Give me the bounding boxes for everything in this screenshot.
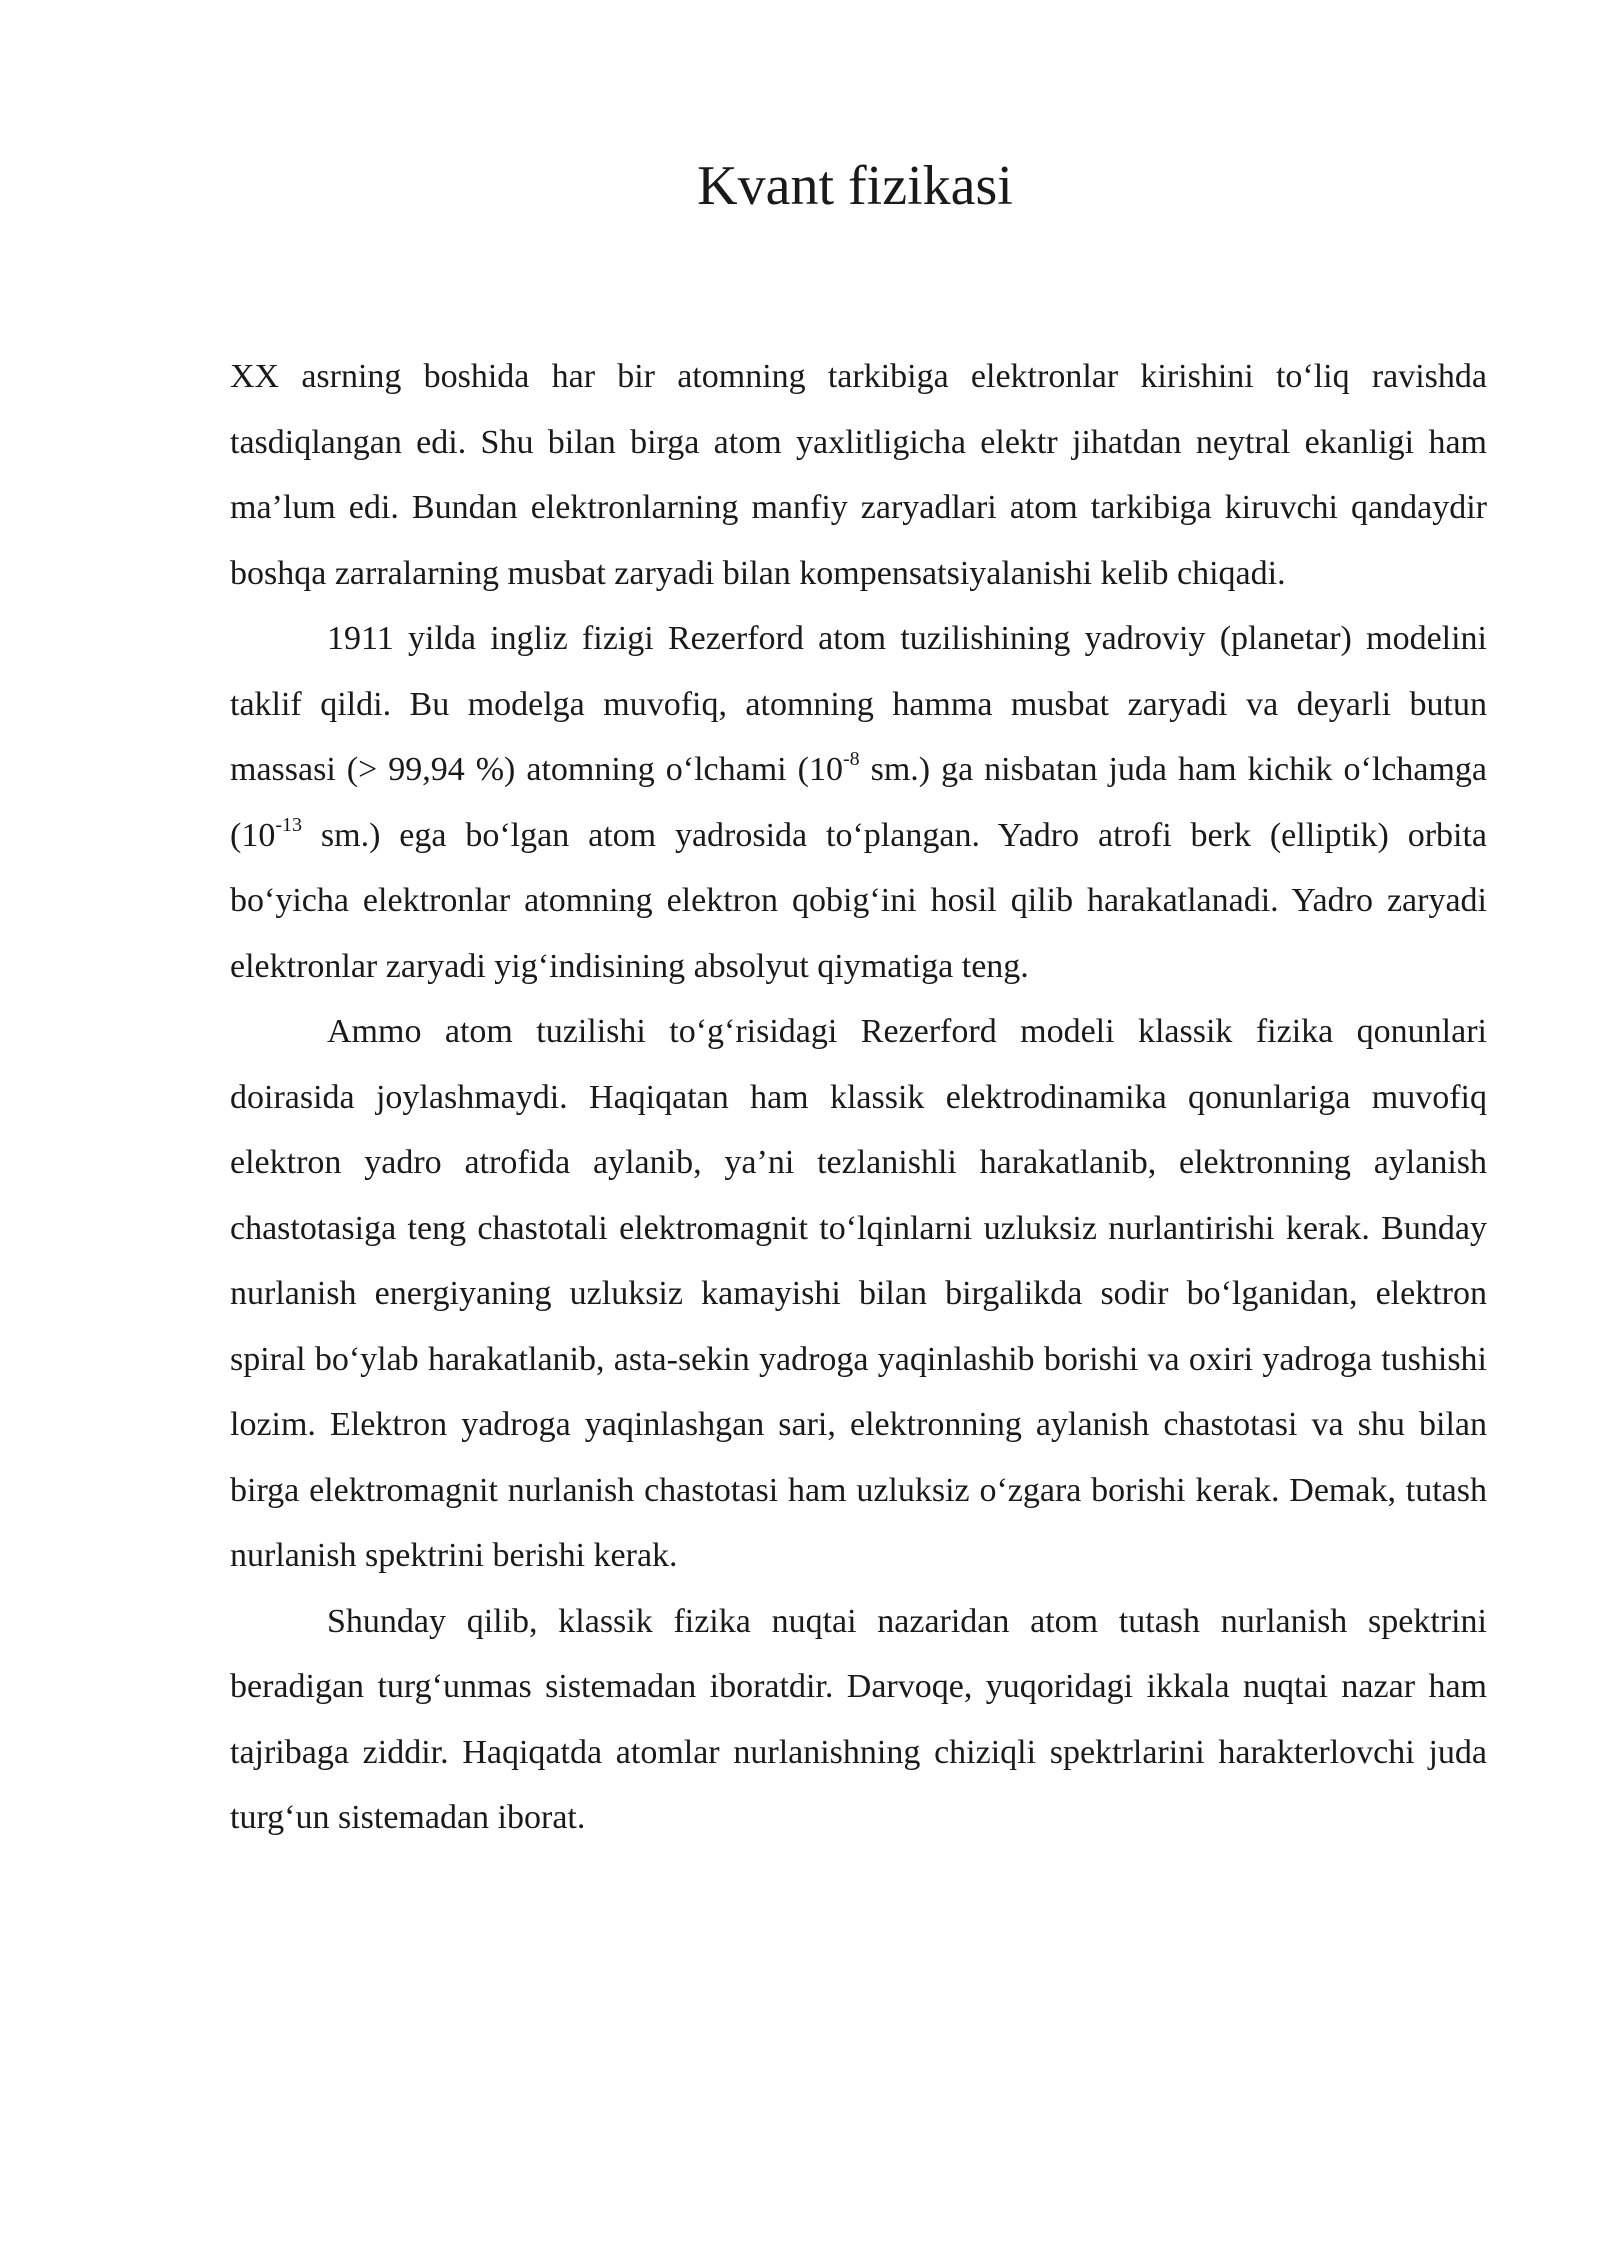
- superscript-exponent: -8: [842, 748, 860, 770]
- paragraph-text: 1911 yilda ingliz fizigi Rezerford atom tuzilishining yadroviy (planetar) modelini taklif qildi. Bu modelga muvofiq, atomning hamma musbat zaryadi va deyarli butun massasi (> 99,94 %) atomning o‘lchami (10: [230, 620, 1487, 788]
- paragraph-text: XX asrning boshida har bir atomning tarkibiga elektronlar kirishini to‘liq ravishda tasdiqlangan edi. Shu bilan birga atom yaxlitligicha elektr jihatdan neytral ekanligi ham ma’lum edi. Bundan elektronlarning manfiy zaryadlari atom tarkibiga kiruvchi qandaydir boshqa zarralarning musbat zaryadi bilan kompensatsiyalanishi kelib chiqadi.: [230, 358, 1487, 592]
- paragraph-text: Shunday qilib, klassik fizika nuqtai nazaridan atom tutash nurlanish spektrini beradigan turg‘unmas sistemadan iboratdir. Darvoqe, yuqoridagi ikkala nuqtai nazar ham tajribaga ziddir. Haqiqatda atomlar nurlanishning chiziqli spektrlarini harakterlovchi juda turg‘un sistemadan iborat.: [230, 1602, 1487, 1836]
- paragraph: [230, 344, 1487, 606]
- paragraph: [230, 606, 1487, 999]
- paragraph-text: sm.) ga nisbatan juda ham kichik o‘lchamga (10: [230, 751, 1487, 854]
- superscript-exponent: -13: [275, 813, 302, 836]
- paragraph-text: sm.) ega bo‘lgan atom yadrosida to‘plangan. Yadro atrofi berk (elliptik) orbita bo‘yicha elektronlar atomning elektron qobig‘ini hosil qilib harakatlanadi. Yadro zaryadi elektronlar zaryadi yig‘indisining absolyut qiymatiga teng.: [230, 816, 1487, 985]
- document-body: [230, 344, 1487, 1851]
- paragraph: [230, 999, 1487, 1589]
- paragraph-text: Ammo atom tuzilishi to‘g‘risidagi Rezerford modeli klassik fizika qonunlari doirasida joylashmaydi. Haqiqatan ham klassik elektrodinamika qonunlariga muvofiq elektron yadro atrofida aylanib, ya’ni tezlanishli harakatlanib, elektronning aylanish chastotasiga teng chastotali elektromagnit to‘lqinlarni uzluksiz nurlantirishi kerak. Bunday nurlanish energiyaning uzluksiz kamayishi bilan birgalikda sodir bo‘lganidan, elektron spiral bo‘ylab harakatlanib, asta-sekin yadroga yaqinlashib borishi va oxiri yadroga tushishi lozim. Elektron yadroga yaqinlashgan sari, elektronning aylanish chastotasi va shu bilan birga elektromagnit nurlanish chastotasi ham uzluksiz o‘zgara borishi kerak. Demak, tutash nurlanish spektrini berishi kerak.: [230, 1013, 1487, 1574]
- page-title: Kvant fizikasi: [697, 155, 1013, 217]
- paragraph: [230, 1589, 1487, 1851]
